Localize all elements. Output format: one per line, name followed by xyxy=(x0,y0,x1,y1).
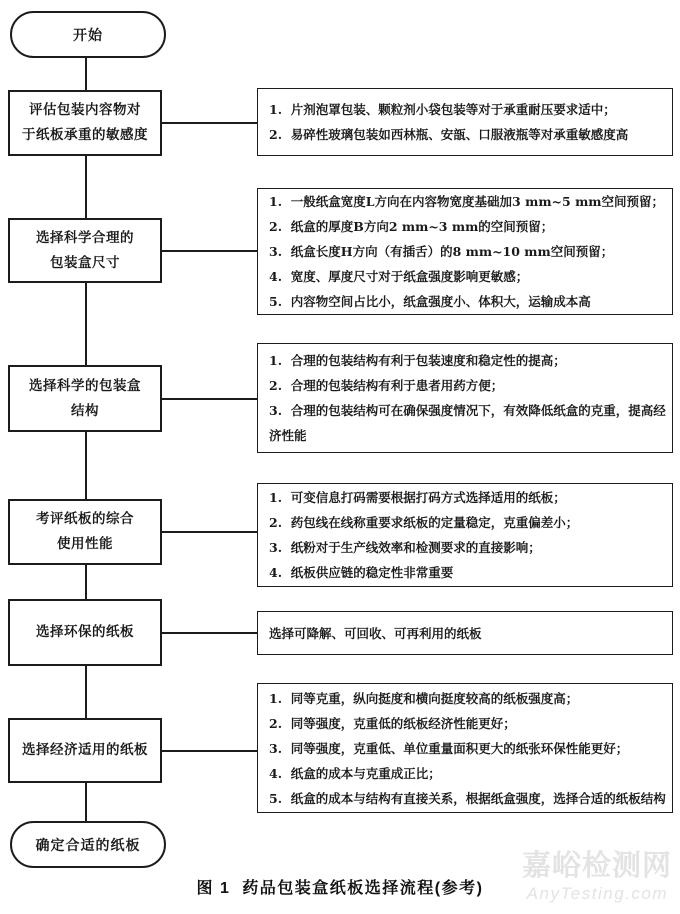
connector-vertical xyxy=(85,58,87,90)
note-item: 2. 易碎性玻璃包装如西林瓶、安瓿、口服液瓶等对承重敏感度高 xyxy=(269,127,629,142)
process-box-label: 于纸板承重的敏感度 xyxy=(22,127,148,143)
note-item: 1. 合理的包装结构有利于包装速度和稳定性的提高； xyxy=(269,353,566,368)
note-item: 4. 纸板供应链的稳定性非常重要 xyxy=(269,565,454,580)
connector-vertical xyxy=(85,283,87,365)
note-item: 5. 内容物空间占比小，纸盒强度小、体积大，运输成本高 xyxy=(269,294,591,309)
connector-vertical xyxy=(85,666,87,718)
note-item: 3. 合理的包装结构可在确保强度情况下，有效降低纸盒的克重，提高经济性能 xyxy=(269,403,666,443)
figure-caption: 图 1 药品包装盒纸板选择流程(参考) xyxy=(196,880,484,897)
note-box-box-structure xyxy=(257,343,673,453)
note-item: 3. 同等强度，克重低、单位重量面积更大的纸张环保性能更好； xyxy=(269,740,629,756)
note-item: 3. 纸粉对于生产线效率和检测要求的直接影响； xyxy=(269,540,541,555)
note-box-eco-friendly xyxy=(257,611,673,655)
connector-horizontal xyxy=(162,398,257,400)
watermark-en: AnyTesting.com xyxy=(526,884,668,903)
process-box-label: 选择环保的纸板 xyxy=(36,624,134,640)
note-box-box-dimensions xyxy=(257,188,673,315)
process-box-box-structure xyxy=(8,365,162,432)
connector-horizontal xyxy=(162,122,257,124)
connector-horizontal xyxy=(162,632,257,634)
note-box-content-sensitivity xyxy=(257,88,673,156)
watermark-cn: 嘉峪检测网 xyxy=(521,850,672,882)
process-box-label: 评估包装内容物对 xyxy=(29,102,141,118)
process-box-eco-friendly xyxy=(8,599,162,666)
process-box-content-sensitivity xyxy=(8,90,162,156)
note-item: 2. 药包线在线称重要求纸板的定量稳定，克重偏差小； xyxy=(269,515,579,530)
process-box-label: 包装盒尺寸 xyxy=(50,254,120,271)
process-box-economical xyxy=(8,718,162,783)
connector-vertical xyxy=(85,783,87,821)
note-item: 1. 可变信息打码需要根据打码方式选择适用的纸板； xyxy=(269,490,566,505)
note-item: 1. 同等克重，纵向挺度和横向挺度较高的纸板强度高； xyxy=(269,690,579,706)
connector-vertical xyxy=(85,432,87,499)
end-label: 确定合适的纸板 xyxy=(35,837,141,854)
note-item: 5. 纸盒的成本与结构有直接关系，根据纸盒强度，选择合适的纸板结构 xyxy=(269,790,666,806)
process-box-label: 选择科学合理的 xyxy=(36,229,134,246)
note-item: 1. 一般纸盒宽度L方向在内容物宽度基础加3 mm~5 mm空间预留； xyxy=(269,194,665,209)
note-item: 选择可降解、可回收、可再利用的纸板 xyxy=(269,625,482,641)
start-terminal xyxy=(10,11,166,58)
process-box-usability xyxy=(8,499,162,565)
process-box-label: 选择科学的包装盒 xyxy=(29,377,141,394)
process-box-label: 结构 xyxy=(71,402,99,419)
note-item: 2. 纸盒的厚度B方向2 mm~3 mm的空间预留； xyxy=(269,219,554,234)
connector-horizontal xyxy=(162,750,257,752)
note-item: 2. 合理的包装结构有利于患者用药方便； xyxy=(269,378,504,393)
note-box-usability xyxy=(257,483,673,587)
note-box-economical xyxy=(257,683,673,813)
process-box-label: 选择经济适用的纸板 xyxy=(22,742,148,758)
connector-vertical xyxy=(85,565,87,599)
process-box-label: 考评纸板的综合 xyxy=(36,511,134,527)
connector-horizontal xyxy=(162,531,257,533)
note-item: 4. 宽度、厚度尺寸对于纸盒强度影响更敏感； xyxy=(269,269,529,284)
note-item: 3. 纸盒长度H方向（有插舌）的8 mm~10 mm空间预留； xyxy=(269,244,614,259)
note-item: 1. 片剂泡罩包装、颗粒剂小袋包装等对于承重耐压要求适中； xyxy=(269,102,616,117)
process-box-box-dimensions xyxy=(8,218,162,283)
note-item: 4. 纸盒的成本与克重成正比； xyxy=(269,765,441,781)
connector-vertical xyxy=(85,156,87,218)
start-label: 开始 xyxy=(73,27,103,44)
connector-horizontal xyxy=(162,250,257,252)
note-item: 2. 同等强度，克重低的纸板经济性能更好； xyxy=(269,715,516,731)
process-box-label: 使用性能 xyxy=(57,536,113,552)
end-terminal xyxy=(10,821,166,868)
